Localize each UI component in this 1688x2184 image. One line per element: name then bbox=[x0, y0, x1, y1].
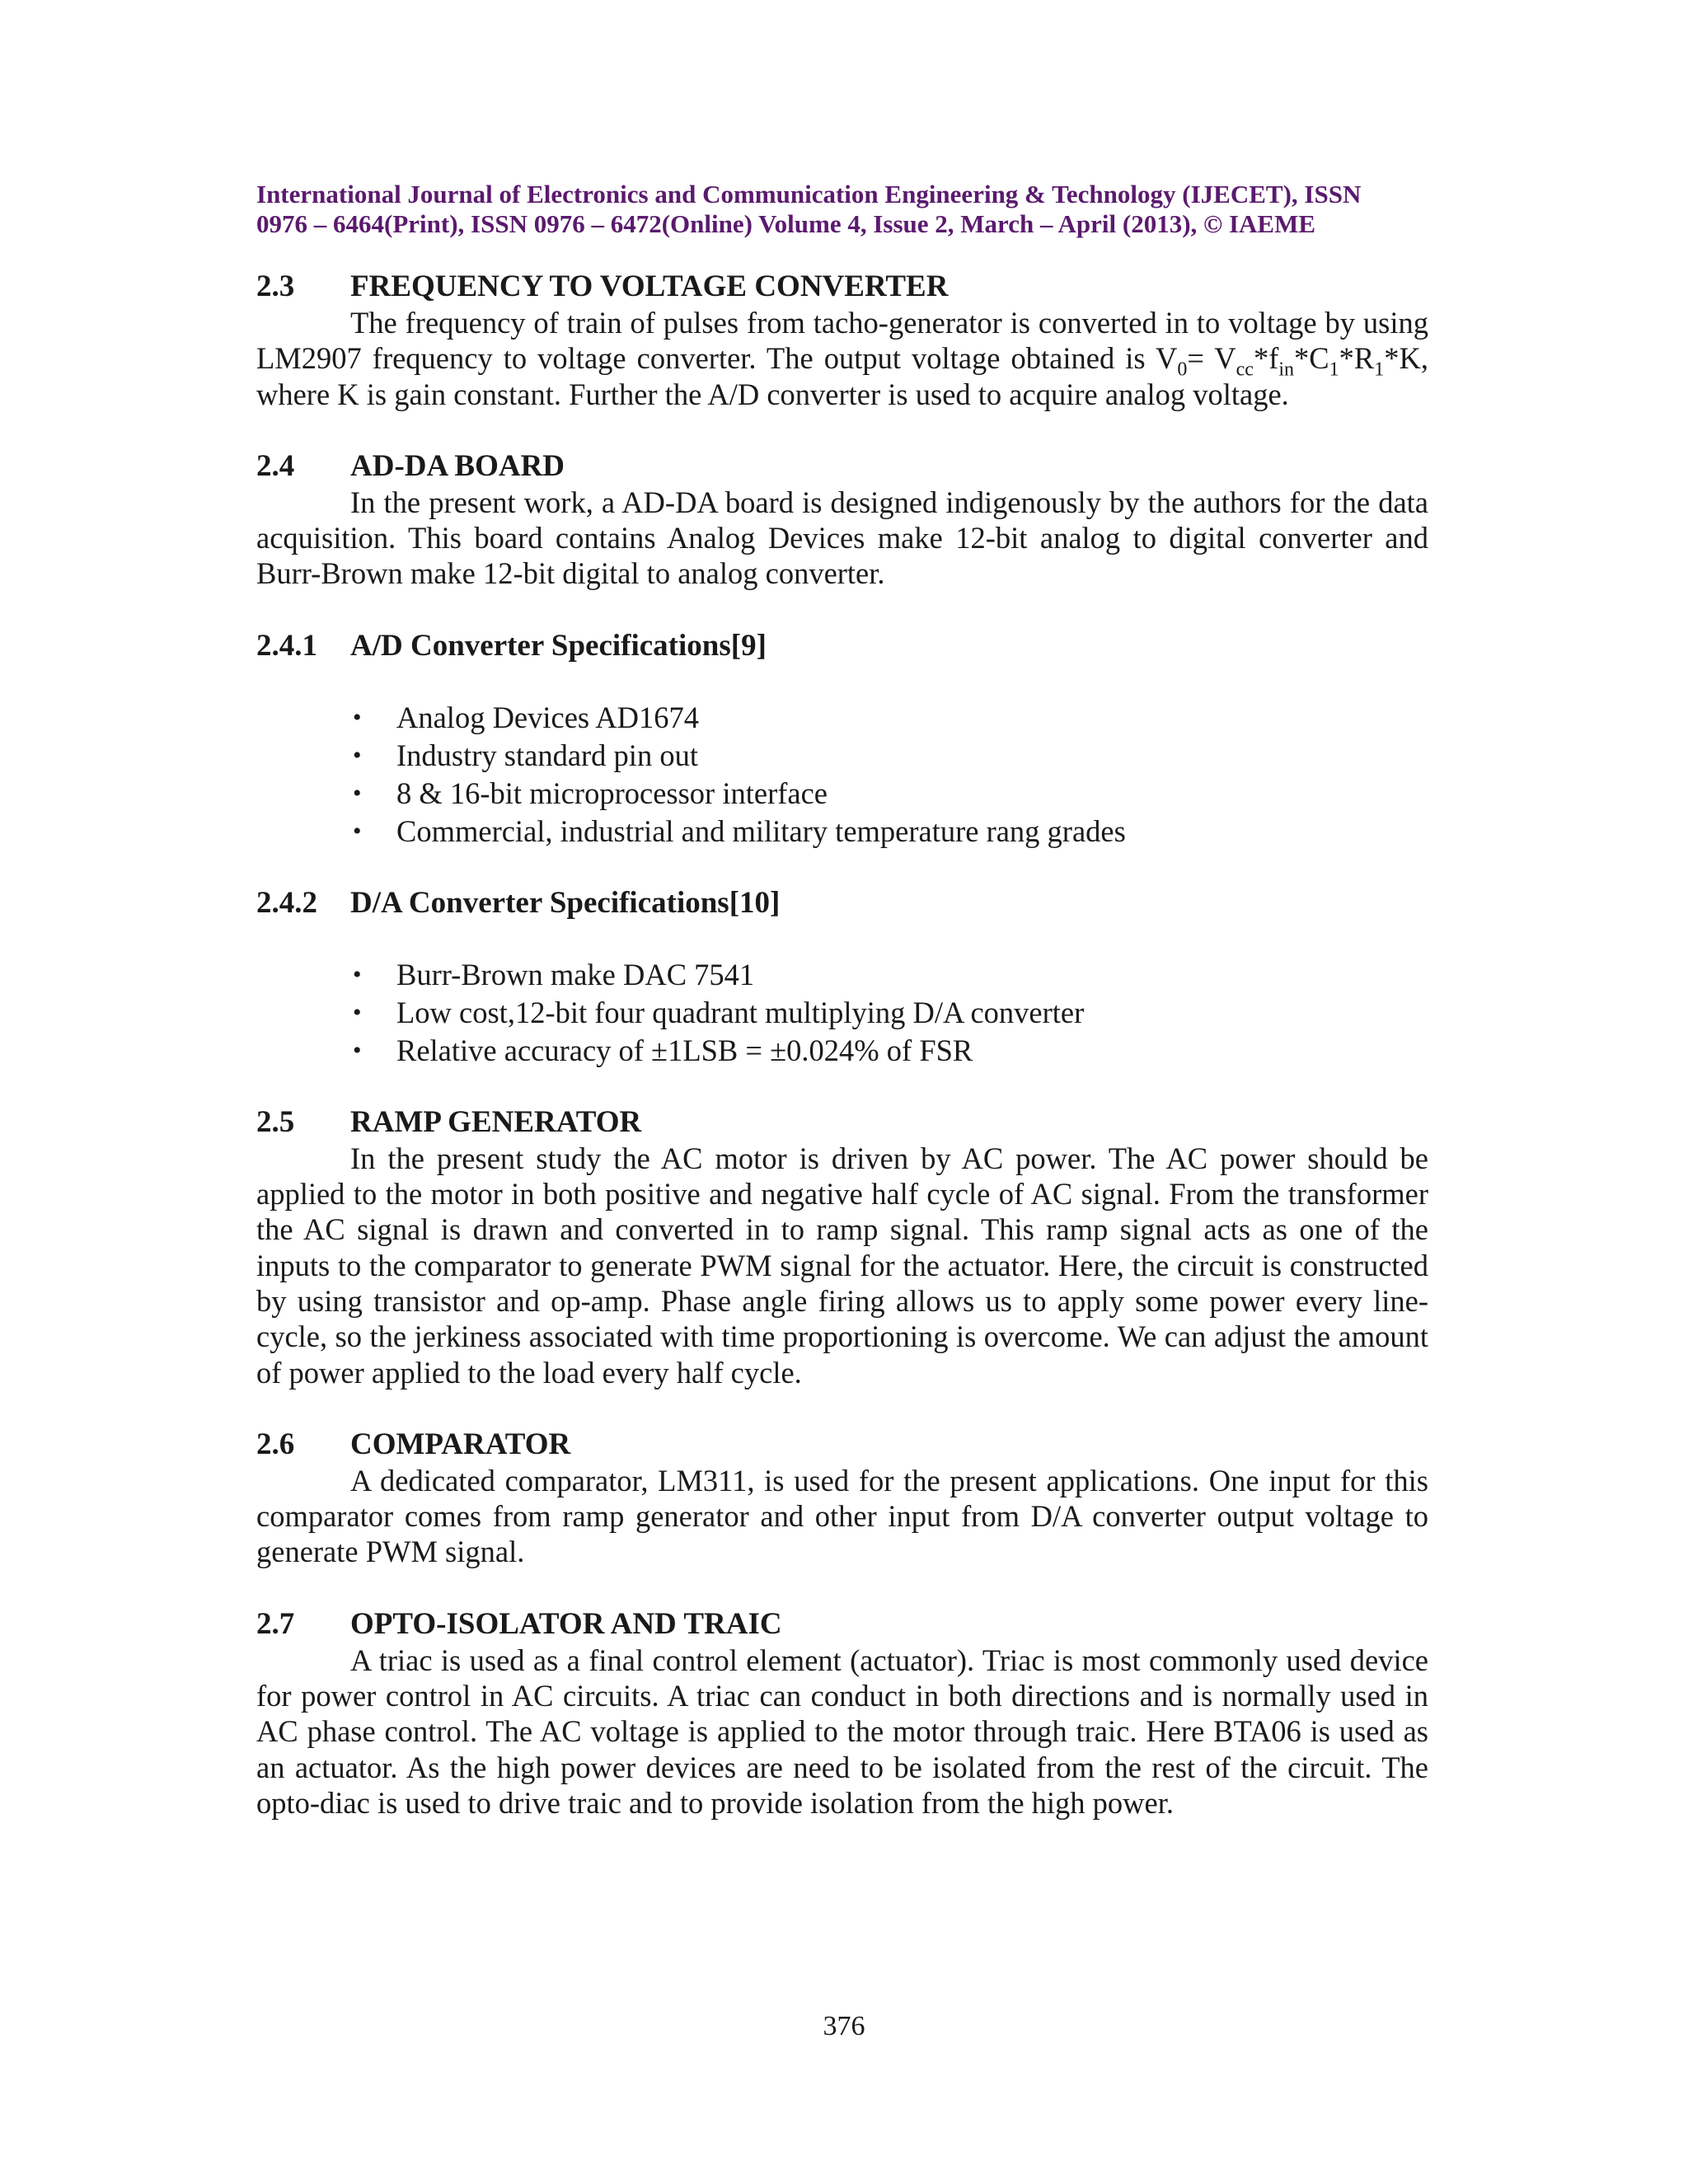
section-heading-2-5 bbox=[256, 1104, 1428, 1141]
list-item-text: Analog Devices AD1674 bbox=[396, 700, 699, 734]
section-title: AD-DA BOARD bbox=[350, 448, 565, 483]
journal-header bbox=[256, 180, 1427, 239]
bullet-icon: • bbox=[353, 1036, 362, 1064]
section-heading-2-6 bbox=[256, 1427, 1428, 1463]
bullet-icon: • bbox=[353, 998, 362, 1026]
section-heading-2-4-2 bbox=[256, 885, 1428, 921]
text-run: *f bbox=[1253, 341, 1279, 376]
list-item-text: Burr-Brown make DAC 7541 bbox=[396, 957, 755, 991]
da-spec-list bbox=[256, 956, 1428, 1070]
bullet-icon: • bbox=[353, 703, 362, 731]
section-number: 2.5 bbox=[256, 1104, 295, 1139]
section-heading-2-3 bbox=[256, 269, 1428, 305]
section-2-5-paragraph: In the present study the AC motor is driven by AC power. The AC power should be applied to the motor in both positive and negative half cycle of AC signal. From the transformer the AC signal is drawn and converted in to ramp signal. This ramp signal acts as one of the inputs to the comparator to generate PWM signal for the actuator. Here, the circuit is constructed by using transistor and op-amp. Phase angle firing allows us to apply some power every line-cycle, so the jerkiness associated with time proportioning is overcome. We can adjust the amount of power applied to the load every half cycle. bbox=[256, 1141, 1428, 1390]
list-item-text: Low cost,12-bit four quadrant multiplying D/A converter bbox=[396, 995, 1085, 1029]
list-item-text: Commercial, industrial and military temperature rang grades bbox=[396, 813, 1126, 848]
section-heading-2-7 bbox=[256, 1606, 1428, 1643]
subscript: cc bbox=[1236, 359, 1254, 381]
list-item bbox=[256, 775, 1428, 813]
list-item-text: Relative accuracy of ±1LSB = ±0.024% of FSR bbox=[396, 1033, 973, 1067]
section-title: A/D Converter Specifications[9] bbox=[350, 628, 767, 663]
section-2-7-paragraph: A triac is used as a final control element (actuator). Triac is most commonly used device for power control in AC circuits. A triac can conduct in both directions and is normally used in AC phase control. The AC voltage is applied to the motor through traic. Here BTA06 is used as an actuator. As the high power devices are need to be isolated from the rest of the circuit. The opto-diac is used to drive traic and to provide isolation from the high power. bbox=[256, 1643, 1428, 1820]
journal-header-line-1: International Journal of Electronics and Communication Engineering & Technology (IJECET), ISSN bbox=[256, 180, 1362, 209]
bullet-icon: • bbox=[353, 779, 362, 807]
list-item bbox=[256, 737, 1428, 775]
list-item bbox=[256, 699, 1428, 737]
text-run: *C bbox=[1294, 341, 1329, 376]
section-number: 2.3 bbox=[256, 269, 295, 303]
text-run: = V bbox=[1187, 341, 1236, 376]
text-run: *K, where K is gain constant. Further the A/D converter is used to acquire analog voltage. bbox=[256, 341, 1428, 411]
section-heading-2-4-1 bbox=[256, 628, 1428, 664]
section-title: OPTO-ISOLATOR AND TRAIC bbox=[350, 1606, 782, 1641]
section-number: 2.6 bbox=[256, 1427, 295, 1461]
page-number: 376 bbox=[823, 2011, 865, 2041]
section-number: 2.4.2 bbox=[256, 885, 317, 920]
list-item-text: 8 & 16-bit microprocessor interface bbox=[396, 776, 828, 810]
section-number: 2.7 bbox=[256, 1606, 295, 1641]
bullet-icon: • bbox=[353, 960, 362, 988]
section-2-4-paragraph: In the present work, a AD-DA board is designed indigenously by the authors for the data acquisition. This board contains Analog Devices make 12-bit analog to digital converter and Burr-Brown make 12-bit digital to analog converter. bbox=[256, 485, 1428, 591]
text-run: *R bbox=[1339, 341, 1375, 376]
section-title: FREQUENCY TO VOLTAGE CONVERTER bbox=[350, 269, 949, 303]
section-heading-2-4 bbox=[256, 448, 1428, 485]
list-item-text: Industry standard pin out bbox=[396, 738, 698, 772]
subscript: 1 bbox=[1374, 359, 1385, 381]
journal-header-line-2: 0976 – 6464(Print), ISSN 0976 – 6472(Online) Volume 4, Issue 2, March – April (2013), © IAEME bbox=[256, 209, 1316, 238]
list-item bbox=[256, 956, 1428, 994]
section-title: D/A Converter Specifications[10] bbox=[350, 885, 781, 920]
section-title: COMPARATOR bbox=[350, 1427, 571, 1461]
section-2-6-paragraph: A dedicated comparator, LM311, is used for the present applications. One input for this comparator comes from ramp generator and other input from D/A converter output voltage to generate PWM signal. bbox=[256, 1463, 1428, 1569]
text-run: The frequency of train of pulses from tacho-generator is converted in to voltage by using LM2907 frequency to voltage converter. The output voltage obtained is V bbox=[256, 306, 1428, 376]
list-item bbox=[256, 1032, 1428, 1070]
section-number: 2.4.1 bbox=[256, 628, 317, 663]
subscript: in bbox=[1278, 359, 1295, 381]
list-item bbox=[256, 994, 1428, 1032]
section-2-3-paragraph bbox=[256, 305, 1428, 412]
bullet-icon: • bbox=[353, 741, 362, 769]
subscript: 1 bbox=[1329, 359, 1339, 381]
section-number: 2.4 bbox=[256, 448, 295, 483]
bullet-icon: • bbox=[353, 817, 362, 845]
article-body bbox=[256, 269, 1428, 1821]
subscript: 0 bbox=[1177, 359, 1188, 381]
list-item bbox=[256, 813, 1428, 851]
ad-spec-list bbox=[256, 699, 1428, 851]
section-title: RAMP GENERATOR bbox=[350, 1104, 642, 1139]
